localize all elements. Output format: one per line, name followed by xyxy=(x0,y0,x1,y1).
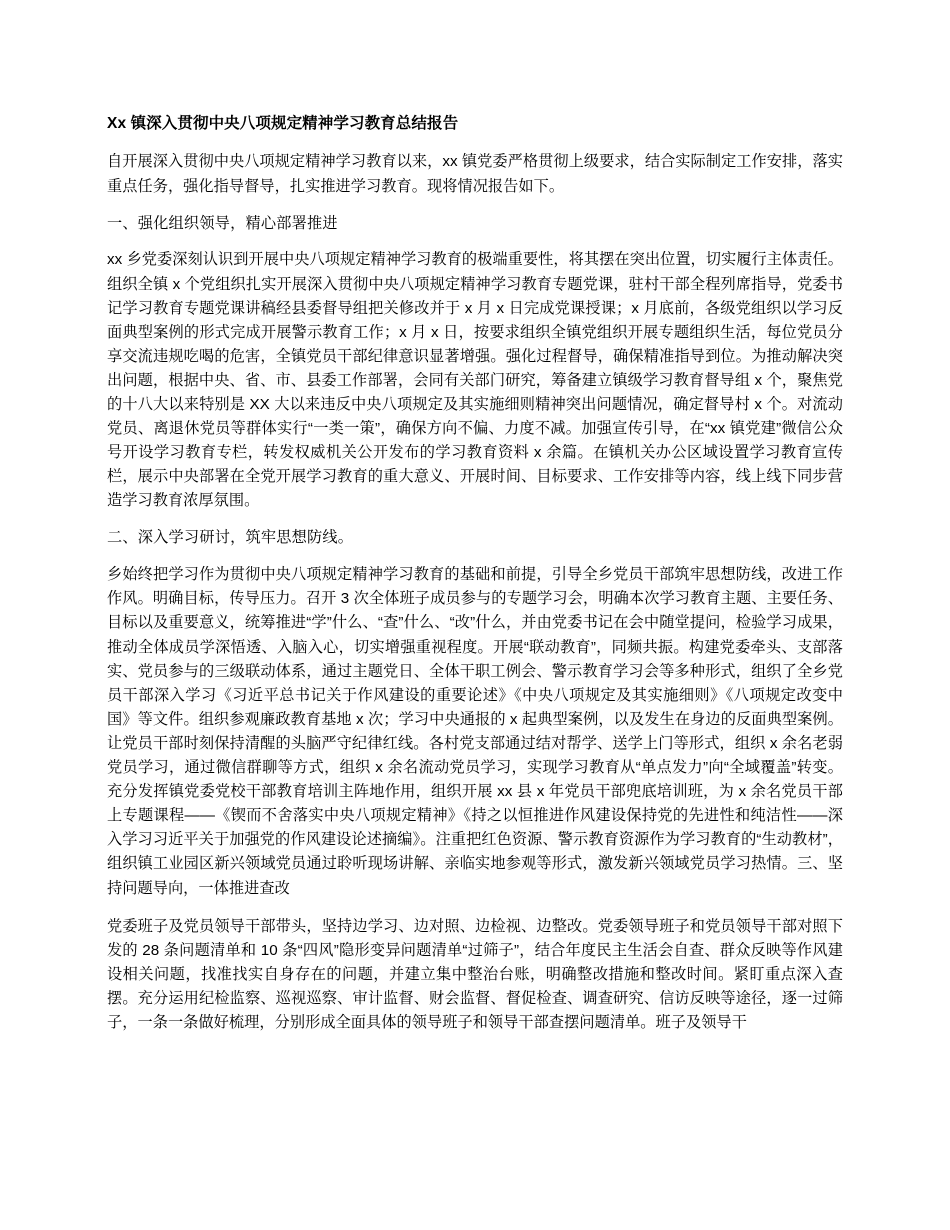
section-heading-one: 一、强化组织领导，精心部署推进 xyxy=(107,214,338,232)
intro-paragraph: 自开展深入贯彻中央八项规定精神学习教育以来，xx 镇党委严格贯彻上级要求，结合实际制定工作安排，落实重点任务，强化指导督导，扎实推进学习教育。现将情况报告如下。 xyxy=(107,153,843,195)
section-heading-two: 二、深入学习研讨，筑牢思想防线。 xyxy=(107,529,354,547)
section-two-body: 乡始终把学习作为贯彻中央八项规定精神学习教育的基础和前提，引导全乡党员干部筑牢思想防线，改进工作作风。明确目标，传导压力。召开 3 次全体班子成员参与的专题学习会，明确本次学习教育主题、主要任务、目标以及重要意义，统筹推进“学”什么、“查”什么、“改”什么，并由党委书记在会中随堂提问，检验学习成果，推动全体成员学深悟透、入脑入心，切实增强重视程度。开展“联动教育”，同频共振。构建党委牵头、支部落实、党员参与的三级联动体系，通过主题党日、全体干职工例会、警示教育学习会等多种形式，组织了全乡党员干部深入学习《习近平总书记关于作风建设的重要论述》《中央八项规定及其实施细则》《八项规定改变中国》等文件。组织参观廉政教育基地 x 次；学习中央通报的 x 起典型案例，以及发生在身边的反面典型案例。让党员干部时刻保持清醒的头脑严守纪律红线。各村党支部通过结对帮学、送学上门等形式，组织 x 余名老弱党员学习，通过微信群聊等方式，组织 x 余名流动党员学习，实现学习教育从“单点发力”向“全域覆盖”转变。充分发挥镇党委党校干部教育培训主阵地作用，组织开展 xx 县 x 年党员干部兜底培训班，为 x 余名党员干部上专题课程——《锲而不舍落实中央八项规定精神》《持之以恒推进作风建设保持党的先进性和纯洁性——深入学习习近平关于加强党的作风建设论述摘编》。注重把红色资源、警示教育资源作为学习教育的“生动教材”，组织镇工业园区新兴领域党员通过聆听现场讲解、亲临实地参观等形式，激发新兴领域党员学习热情。三、坚持问题导向，一体推进查改 xyxy=(107,566,843,897)
page-title: Xx 镇深入贯彻中央八项规定精神学习教育总结报告 xyxy=(107,115,459,132)
section-three-body: 党委班子及党员领导干部带头，坚持边学习、边对照、边检视、边整改。党委领导班子和党员领导干部对照下发的 28 条问题清单和 10 条“四风”隐形变异问题清单“过筛子”，结合年度民主生活会自查、群众反映等作风建设相关问题，找准找实自身存在的问题，并建立集中整治台账，明确整改措施和整改时间。紧盯重点深入查摆。充分运用纪检监察、巡视巡察、审计监督、财会监督、督促检查、调查研究、信访反映等途径，逐一过筛子，一条一条做好梳理，分别形成全面具体的领导班子和领导干部查摆问题清单。班子及领导干 xyxy=(107,917,843,1031)
document-body xyxy=(107,113,843,1035)
section-one-body: xx 乡党委深刻认识到开展中央八项规定精神学习教育的极端重要性，将其摆在突出位置，切实履行主体责任。组织全镇 x 个党组织扎实开展深入贯彻中央八项规定精神学习教育专题党课，驻村干部全程列席指导，党委书记学习教育专题党课讲稿经县委督导组把关修改并于 x 月 x 日完成党课授课；x 月底前，各级党组织以学习反面典型案例的形式完成开展警示教育工作；x 月 x 日，按要求组织全镇党组织开展专题组织生活，每位党员分享交流违规吃喝的危害，全镇党员干部纪律意识显著增强。强化过程督导，确保精准指导到位。为推动解决突出问题，根据中央、省、市、县委工作部署，会同有关部门研究，筹备建立镇级学习教育督导组 x 个，聚焦党的十八大以来特别是 XX 大以来违反中央八项规定及其实施细则精神突出问题情况，确定督导村 x 个。对流动党员、离退休党员等群体实行“一类一策”，确保方向不偏、力度不减。加强宣传引导，在“xx 镇党建”微信公众号开设学习教育专栏，转发权威机关公开发布的学习教育资料 x 余篇。在镇机关办公区域设置学习教育宣传栏，展示中央部署在全党开展学习教育的重大意义、开展时间、目标要求、工作安排等内容，线上线下同步营造学习教育浓厚氛围。 xyxy=(107,251,843,510)
